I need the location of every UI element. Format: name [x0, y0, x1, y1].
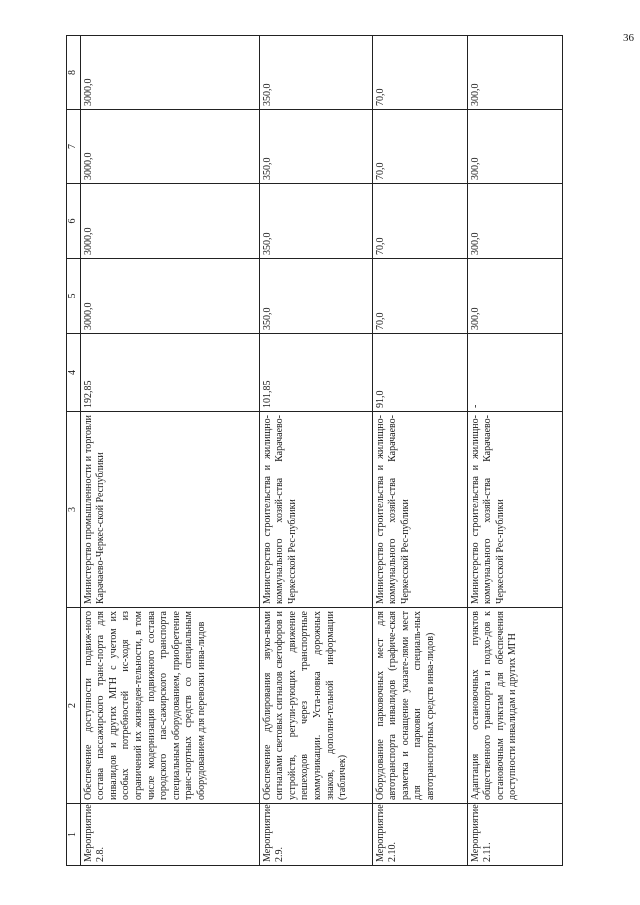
table-row — [259, 36, 372, 866]
column-number-cell: 4 — [67, 334, 81, 412]
column-number-cell: 1 — [67, 804, 81, 866]
event-name-cell: Мероприятие 2.10. — [372, 804, 467, 866]
value-cell: 70,0 — [372, 36, 467, 110]
value-cell: 350,0 — [259, 36, 372, 110]
value-cell: 3000,0 — [80, 184, 259, 259]
event-description-cell: Обеспечение доступности подвиж-ного состава пассажирского транс-порта для инвалидов и других МГН с учетом их особых потребностей ис-ходя из ограничений их жизнедея-тельности, в том числе модернизация подвижного состава городского пас-сажирского транспорта специальным оборудованием, приобретение транс-портных средств со специальным оборудованием для перевозки инва-лидов — [80, 608, 259, 804]
value-cell: 350,0 — [259, 184, 372, 259]
column-number-cell: 5 — [67, 259, 81, 334]
page-number: 36 — [623, 32, 634, 44]
value-cell: 91,0 — [372, 334, 467, 412]
column-number-row — [67, 36, 81, 866]
value-cell: 70,0 — [372, 110, 467, 184]
value-cell: 3000,0 — [80, 110, 259, 184]
table-row — [80, 36, 259, 866]
column-number-cell: 2 — [67, 608, 81, 804]
event-description-cell: Адаптация остановочных пунктов общественного транспорта и подхо-дов к остановочным пунктам для обеспечения доступности инвалидам и других МГН — [467, 608, 562, 804]
value-cell: 192,85 — [80, 334, 259, 412]
value-cell: 350,0 — [259, 259, 372, 334]
value-cell: 3000,0 — [80, 36, 259, 110]
column-number-cell: 7 — [67, 110, 81, 184]
value-cell: 300,0 — [467, 110, 562, 184]
event-description-cell: Обеспечение дублирования звуко-выми сигналами световых сигналов светофоров и устройств, регули-рующих движение пешеходов через транспортные коммуникации. Уста-новка дорожных знаков, дополни-тельной информации (табличек) — [259, 608, 372, 804]
program-events-table — [66, 35, 563, 866]
event-name-cell: Мероприятие 2.8. — [80, 804, 259, 866]
value-cell: 300,0 — [467, 36, 562, 110]
event-name-cell: Мероприятие 2.9. — [259, 804, 372, 866]
value-cell: 300,0 — [467, 259, 562, 334]
column-number-cell: 8 — [67, 36, 81, 110]
event-name-cell: Мероприятие 2.11. — [467, 804, 562, 866]
executor-cell: Министерство строительства и жилищно-коммунального хозяй-ства Карачаево-Черкесской Рес-публики — [372, 412, 467, 608]
table-row — [372, 36, 467, 866]
executor-cell: Министерство строительства и жилищно-коммунального хозяй-ства Карачаево-Черкесской Рес-публики — [259, 412, 372, 608]
value-cell: 300,0 — [467, 184, 562, 259]
column-number-cell: 3 — [67, 412, 81, 608]
value-cell: - — [467, 334, 562, 412]
rotated-table-container — [66, 36, 606, 866]
executor-cell: Министерство строительства и жилищно-коммунального хозяй-ства Карачаево-Черкесской Рес-публики — [467, 412, 562, 608]
column-number-cell: 6 — [67, 184, 81, 259]
executor-cell: Министерство промышленности и торговли Карачаево-Черкес-ской Республики — [80, 412, 259, 608]
value-cell: 350,0 — [259, 110, 372, 184]
value-cell: 3000,0 — [80, 259, 259, 334]
event-description-cell: Оборудование парковочных мест для автотранспорта инвалидов (графиче-ская разметка и оснащение указате-лями мест для парковки специаль-ных автотранспортных средств инва-лидов) — [372, 608, 467, 804]
value-cell: 70,0 — [372, 184, 467, 259]
table-row — [467, 36, 562, 866]
value-cell: 101,85 — [259, 334, 372, 412]
value-cell: 70,0 — [372, 259, 467, 334]
